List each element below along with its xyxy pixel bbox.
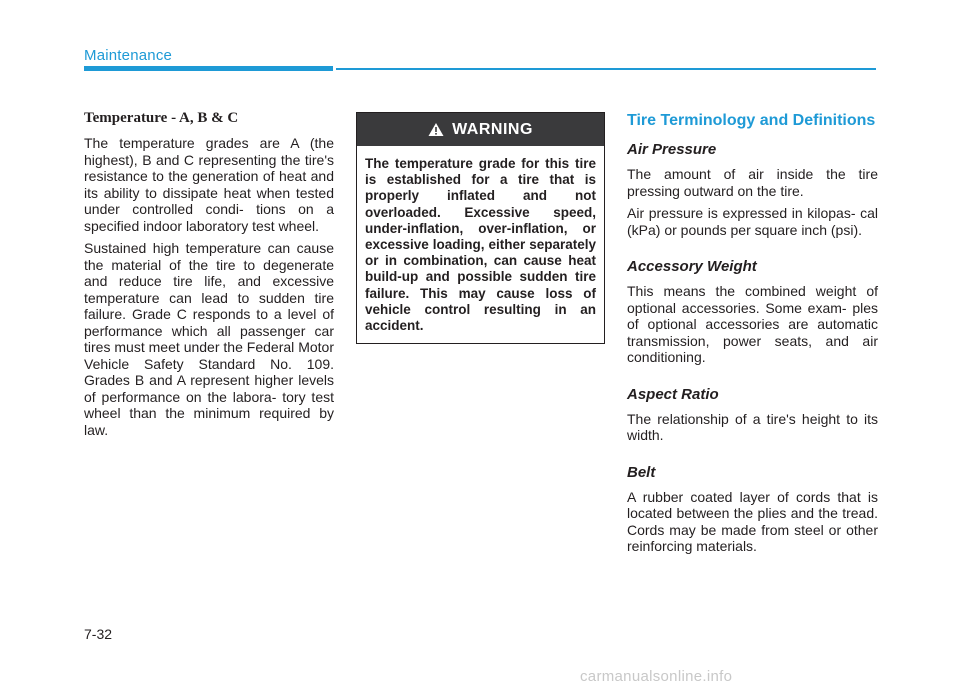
term-title: Aspect Ratio	[627, 385, 719, 403]
term-title: Belt	[627, 463, 656, 481]
term-belt	[627, 464, 878, 555]
watermark-link[interactable]: carmanualsonline.info	[580, 668, 733, 685]
warning-triangle-icon	[428, 122, 444, 137]
term-title: Air Pressure	[627, 141, 717, 158]
term-paragraph: This means the combined weight of optional accessories. Some exam- ples of optional accessories are automatic transmission, power seats, and air conditioning.	[627, 283, 878, 365]
term-title: Accessory Weight	[627, 258, 757, 275]
section-label: Maintenance	[84, 47, 173, 64]
term-aspect-ratio	[627, 386, 878, 444]
header-rule-thick	[84, 66, 333, 71]
term-paragraph: The amount of air inside the tire pressing outward on the tire.	[627, 166, 878, 199]
warning-box	[356, 112, 605, 344]
term-accessory-weight	[627, 258, 878, 366]
header-rule-thin	[336, 68, 876, 70]
warning-header	[357, 113, 604, 146]
term-air-pressure	[627, 141, 878, 238]
temperature-paragraph-1: The temperature grades are A (the highest), B and C representing the tire's resistance to the generation of heat and its ability to dissipate heat when tested under controlled condi- tions on a specified indoor laboratory test wheel.	[84, 135, 334, 234]
term-paragraph: The relationship of a tire's height to its width.	[627, 410, 878, 443]
left-column	[84, 110, 334, 444]
warning-title: WARNING	[452, 120, 533, 138]
term-paragraph: Air pressure is expressed in kilopas- cal (kPa) or pounds per square inch (psi).	[627, 205, 878, 238]
temperature-paragraph-2: Sustained high temperature can cause the material of the tire to degenerate and reduce tire life, and excessive temperature can lead to sudden tire failure. Grade C responds to a level of performance which all passenger car tires must meet under the Federal Motor Vehicle Safety Standard No. 109. Grades B and A represent higher levels of performance on the labora- tory test wheel than the minimum required by law.	[84, 240, 334, 438]
page-number: 7-32	[84, 626, 113, 642]
right-column	[627, 112, 878, 575]
terminology-heading: Tire Terminology and Definitions	[627, 112, 876, 129]
term-paragraph: A rubber coated layer of cords that is located between the plies and the tread. Cords may be made from steel or other reinforcing materials.	[627, 488, 878, 554]
temperature-heading: Temperature - A, B & C	[84, 110, 239, 126]
warning-text: The temperature grade for this tire is established for a tire that is properly inflated and not overloaded. Excessive speed, under-inflation, over-inflation, or excessive loading, either separately or in combination, can cause heat build-up and possible sudden tire failure. This may cause loss of vehicle control resulting in an accident.	[365, 156, 596, 334]
